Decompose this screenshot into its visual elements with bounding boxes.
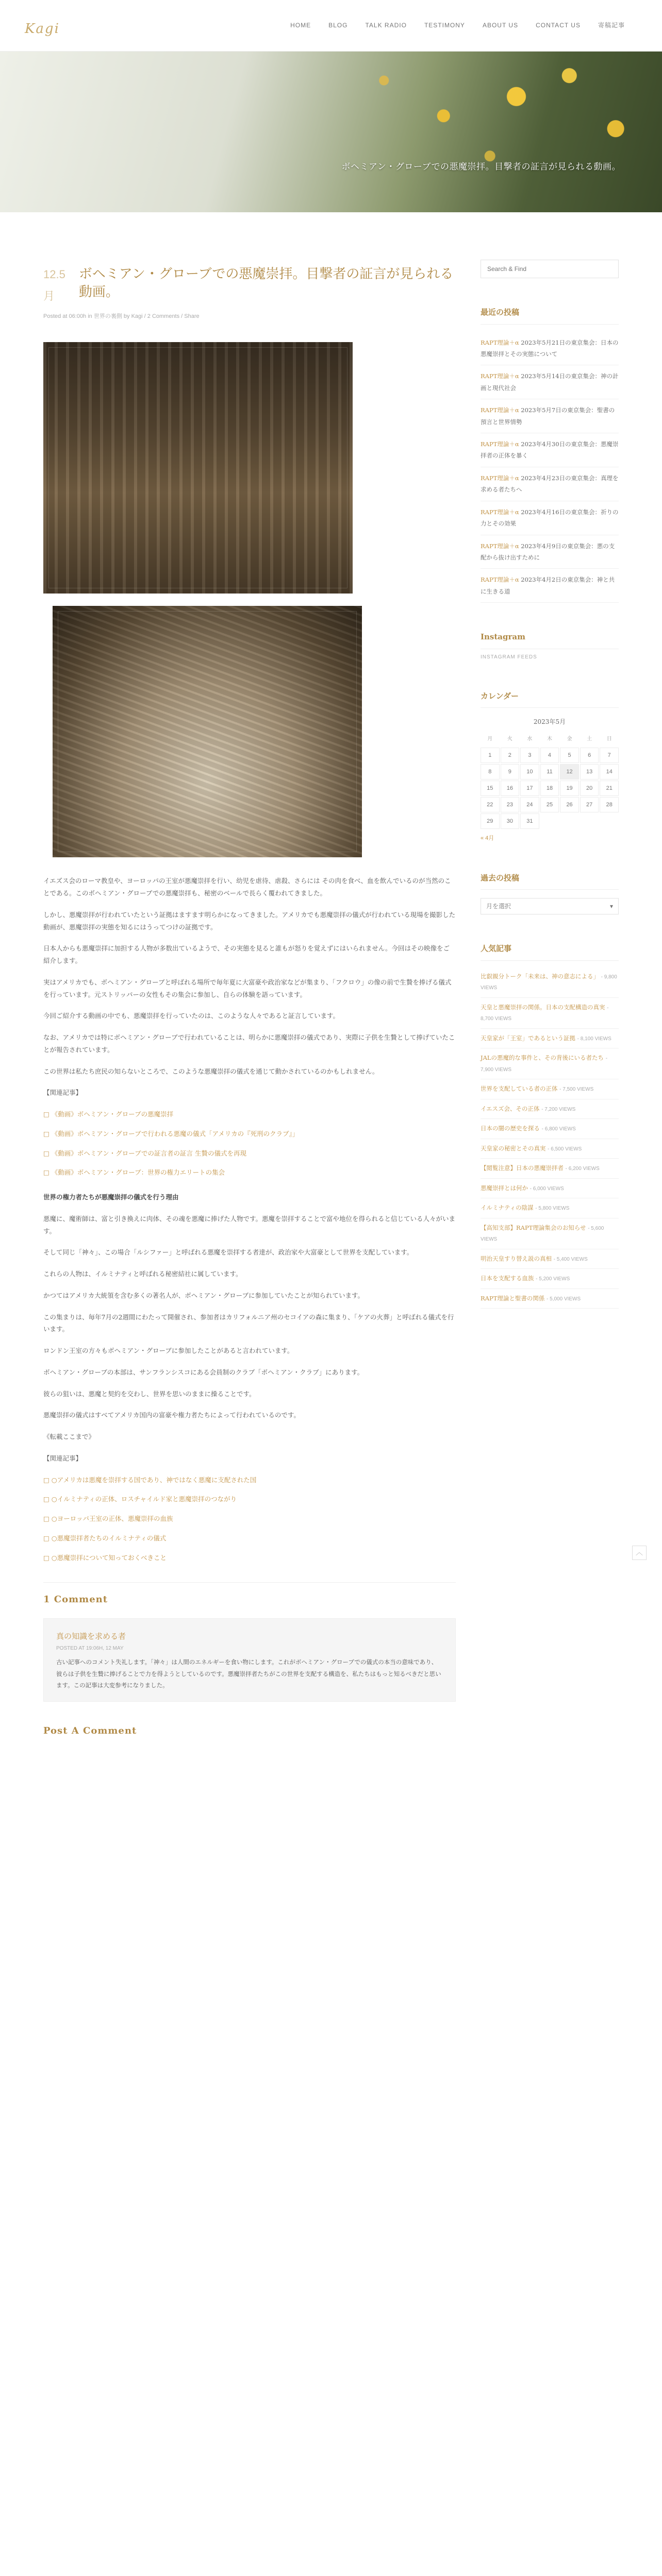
hero-banner: [0, 52, 662, 212]
popular-item[interactable]: [481, 1099, 619, 1120]
popular-item-views: - 6,000 VIEWS: [529, 1185, 564, 1192]
calendar-day[interactable]: 12: [560, 764, 579, 779]
calendar-day[interactable]: 21: [600, 781, 619, 796]
recent-post-item[interactable]: [481, 433, 619, 467]
popular-item-title[interactable]: 悪魔崇拝とは何か: [481, 1184, 528, 1192]
popular-item-views: - 5,000 VIEWS: [547, 1296, 581, 1302]
calendar-day[interactable]: 1: [481, 748, 500, 763]
post-paragraph: 実はアメリカでも、ボヘミアン・グローブと呼ばれる場所で毎年夏に大富豪や政治家などが集まり、「フクロウ」の像の前で生贄を捧げる儀式を行っています。元ストリッパーの女性もその集会に参加し、自らの体験を語っています。: [43, 978, 452, 998]
archive-title: 過去の投稿: [481, 871, 619, 890]
post-paragraph: 悪魔崇拝の儀式はすべてアメリカ国内の富豪や権力者たちによって行われているのです。: [43, 1411, 300, 1419]
recent-post-text[interactable]: 2023年5月7日の東京集会：聖書の預言と世界情勢: [481, 406, 615, 426]
popular-item-views: - 6,200 VIEWS: [565, 1166, 600, 1172]
post-photo-forest: [43, 342, 353, 594]
calendar-weekday: 水: [527, 736, 533, 742]
post-title-row: [43, 264, 456, 307]
recent-post-item[interactable]: [481, 467, 619, 501]
calendar-widget: [481, 716, 619, 844]
post-paragraph: これらの人物は、イルミナティと呼ばれる秘密結社に属しています。: [43, 1270, 242, 1278]
post-main: [43, 212, 456, 1740]
popular-item-title[interactable]: 明治天皇すり替え説の真相: [481, 1255, 552, 1262]
recent-post-text[interactable]: 2023年4月16日の東京集会：祈りの力とその効果: [481, 508, 619, 528]
related-intro: 【関連記事】: [43, 1089, 82, 1097]
post-meta: Posted at 06:00h in 世界の裏側 by Kagi / 2 Comments / Share: [43, 313, 200, 319]
popular-item[interactable]: [481, 1048, 619, 1079]
related-link[interactable]: □ 《動画》ボヘミアン・グローブ：世界の権力エリートの集会: [43, 1166, 456, 1179]
archive-select[interactable]: [481, 898, 619, 914]
recent-post-source[interactable]: RAPT理論＋α: [481, 576, 519, 584]
footer-related-link[interactable]: □ ○悪魔崇拝について知っておくべきこと: [43, 1552, 456, 1564]
content-container: [43, 212, 619, 2576]
popular-item[interactable]: [481, 1249, 619, 1269]
calendar-day[interactable]: 14: [600, 764, 619, 779]
post-body: [43, 875, 456, 1564]
popular-item[interactable]: [481, 1139, 619, 1159]
scroll-top-button[interactable]: [632, 1546, 647, 1560]
calendar-day[interactable]: 9: [501, 764, 520, 779]
nav-contact-us[interactable]: CONTACT US: [536, 22, 581, 29]
post-date: 12.5月: [43, 268, 65, 302]
popular-item-views: - 7,200 VIEWS: [541, 1106, 576, 1112]
calendar-day[interactable]: 6: [580, 748, 599, 763]
footer-related-link[interactable]: □ ○ヨーロッパ王室の正体、悪魔崇拝の血族: [43, 1513, 456, 1525]
calendar-day[interactable]: 26: [560, 797, 579, 812]
calendar-day[interactable]: 28: [600, 797, 619, 812]
comment-body: 古い記事へのコメント失礼します。「神々」は人間のエネルギーを食い物にします。これがボヘミアン・グローブでの儀式の本当の意味であり、彼らは子供を生贄に捧げることで力を得ようとしているのです。悪魔崇拝者たちがこの世界を支配する構造を、私たちはもっと知るべきだと思います。この記事は大変参考になりました。: [56, 1658, 441, 1689]
comments-heading: 1 Comment: [43, 1582, 456, 1608]
post-paragraph: この世界は私たち庶民の知らないところで、このような悪魔崇拝の儀式を通じて動かされているのかもしれません。: [43, 1067, 379, 1075]
post-paragraph: イエズス会のローマ教皇や、ヨーロッパの王室が悪魔崇拝を行い、幼児を虐待、虐殺、さらには その肉を食べ、血を飲んでいるのが当然のことである。このボヘミアン・グローブでの悪魔崇拝も、秘密のベールで長らく覆われてきました。: [43, 877, 451, 897]
popular-title: 人気記事: [481, 941, 619, 961]
hero-title: ボヘミアン・グローブでの悪魔崇拝。目撃者の証言が見られる動画。: [341, 162, 621, 172]
calendar-grid: [481, 731, 619, 829]
popular-item-views: - 7,500 VIEWS: [559, 1087, 594, 1093]
popular-item[interactable]: [481, 967, 619, 998]
nav-about-us[interactable]: ABOUT US: [482, 22, 519, 29]
related-list: [43, 1108, 456, 1179]
footer-related-intro: 【関連記事】: [43, 1454, 82, 1462]
calendar-day[interactable]: 5: [560, 748, 579, 763]
calendar-day[interactable]: 10: [520, 764, 539, 779]
recent-post-source[interactable]: RAPT理論＋α: [481, 406, 519, 414]
comment-item: [43, 1618, 456, 1702]
calendar-day[interactable]: 17: [520, 781, 539, 796]
calendar-weekday: 金: [567, 736, 572, 742]
nav-blog[interactable]: BLOG: [328, 22, 348, 29]
popular-item-views: - 5,800 VIEWS: [535, 1206, 570, 1212]
post-paragraph: 日本人からも悪魔崇拝に加担する人物が多数出ているようで、その実態を見ると誰もが怒りを覚えずにはいられません。今回はその映像をご紹介します。: [43, 944, 450, 965]
calendar-day[interactable]: 27: [580, 797, 599, 812]
recent-post-text[interactable]: 2023年5月21日の東京集会：日本の悪魔崇拝とその実態について: [481, 338, 619, 358]
calendar-day[interactable]: 2: [501, 748, 520, 763]
popular-item-views: - 6,500 VIEWS: [548, 1146, 582, 1152]
recent-post-item[interactable]: [481, 399, 619, 433]
popular-item-title[interactable]: 天皇と悪魔崇拝の関係。日本の支配構造の真実: [481, 1003, 605, 1011]
recent-post-item[interactable]: [481, 535, 619, 569]
recent-post-item[interactable]: [481, 569, 619, 603]
post-paragraph: かつてはアメリカ大統領を含む多くの著名人が、ボヘミアン・グローブに参加していたことが知られています。: [43, 1291, 365, 1299]
footer-related-link[interactable]: □ ○イルミナティの正体、ロスチャイルド家と悪魔崇拝のつながり: [43, 1493, 456, 1505]
closing-note: 《転載ここまで》: [43, 1433, 95, 1441]
search-widget: [481, 260, 619, 278]
calendar-day[interactable]: 4: [540, 748, 559, 763]
calendar-weekday: 木: [547, 736, 552, 742]
popular-item[interactable]: [481, 1218, 619, 1249]
post-title: ボヘミアン・グローブでの悪魔崇拝。目撃者の証言が見られる動画。: [78, 266, 454, 300]
popular-item[interactable]: [481, 1269, 619, 1289]
footer-related-link[interactable]: □ ○悪魔崇拝者たちのイルミナティの儀式: [43, 1532, 456, 1545]
calendar-day[interactable]: 24: [520, 797, 539, 812]
chevron-down-icon: ▾: [609, 903, 613, 910]
calendar-weekday: 月: [487, 736, 493, 742]
popular-item-views: - 8,100 VIEWS: [577, 1036, 611, 1042]
calendar-day[interactable]: 15: [481, 781, 500, 796]
calendar-weekday: 火: [507, 736, 512, 742]
popular-item[interactable]: [481, 1198, 619, 1218]
recent-post-item[interactable]: [481, 332, 619, 366]
popular-item[interactable]: [481, 998, 619, 1029]
archive-select-value: 月を選択: [486, 903, 511, 910]
site-header: [0, 0, 662, 52]
popular-item-title[interactable]: イエスズ会、その正体: [481, 1105, 540, 1112]
comment-time: POSTED AT 19:06H, 12 MAY: [56, 1646, 124, 1652]
calendar-prev-link[interactable]: « 4月: [481, 835, 494, 842]
recent-post-source[interactable]: RAPT理論＋α: [481, 474, 519, 482]
calendar-day[interactable]: 8: [481, 764, 500, 779]
footer-related-link[interactable]: □ ○アメリカは悪魔を崇拝する国であり、神ではなく悪魔に支配された国: [43, 1474, 456, 1486]
main-nav: [290, 20, 625, 31]
popular-item-title[interactable]: イルミナティの陰謀: [481, 1204, 534, 1212]
post-comment-heading: Post A Comment: [43, 1725, 137, 1737]
section-heading: 世界の権力者たちが悪魔崇拝の儀式を行う理由: [43, 1193, 179, 1201]
calendar-day[interactable]: 13: [580, 764, 599, 779]
recent-post-text[interactable]: 2023年4月30日の東京集会：悪魔崇拝者の正体を暴く: [481, 440, 619, 460]
popular-item-title[interactable]: 【高知支部】RAPT理論集会のお知らせ: [481, 1224, 586, 1231]
site-logo[interactable]: Kagi: [25, 21, 60, 37]
popular-item-title[interactable]: JALの悪魔的な事件と、その背後にいる者たち: [481, 1054, 604, 1062]
recent-post-source[interactable]: RAPT理論＋α: [481, 508, 519, 516]
popular-item[interactable]: [481, 1119, 619, 1139]
calendar-day[interactable]: 30: [501, 814, 520, 829]
popular-item[interactable]: [481, 1079, 619, 1099]
popular-item-views: - 5,200 VIEWS: [536, 1276, 570, 1282]
post-paragraph: 悪魔に、魔術師は、富と引き換えに肉体、その魂を悪魔に捧げた人物です。悪魔を崇拝することで富や地位を得られると信じている人々がいます。: [43, 1214, 456, 1235]
recent-post-source[interactable]: RAPT理論＋α: [481, 338, 519, 346]
popular-item-views: - 9,800 VIEWS: [481, 974, 617, 991]
post-paragraph: 今回ご紹介する動画の中でも、悪魔崇拝を行っていたのは、このような人々であると証言しています。: [43, 1012, 340, 1020]
popular-item-title[interactable]: RAPT理論と聖書の関係: [481, 1294, 545, 1302]
calendar-day[interactable]: 7: [600, 748, 619, 763]
calendar-weekday: 土: [587, 736, 592, 742]
popular-item[interactable]: [481, 1289, 619, 1309]
recent-posts-list: [481, 332, 619, 603]
popular-item-title[interactable]: 比叡親分トーク「未来は、神の意志による」: [481, 972, 599, 980]
comment-author[interactable]: 真の知識を求める者: [56, 1631, 126, 1641]
popular-item-views: - 5,600 VIEWS: [481, 1225, 604, 1243]
post-paragraph: 彼らの狙いは、悪魔と契約を交わし、世界を思いのままに操ることです。: [43, 1389, 256, 1398]
calendar-day[interactable]: 11: [540, 764, 559, 779]
calendar-weekday: 日: [606, 736, 612, 742]
popular-item-views: - 8,700 VIEWS: [481, 1005, 609, 1022]
recent-post-source[interactable]: RAPT理論＋α: [481, 542, 519, 550]
calendar-title: カレンダー: [481, 689, 619, 708]
popular-item-title[interactable]: 世界を支配している者の正体: [481, 1085, 558, 1093]
nav-contributions[interactable]: 寄稿記事: [598, 22, 625, 29]
instagram-feed-note: INSTAGRAM FEEDS: [481, 654, 537, 660]
post-paragraph: そして同じ「神々」、この場合「ルシファー」と呼ばれる悪魔を崇拝する者達が、政治家や大富豪として世界を支配しています。: [43, 1248, 413, 1257]
calendar-day[interactable]: 29: [481, 814, 500, 829]
recent-post-item[interactable]: [481, 365, 619, 399]
popular-item-views: - 5,400 VIEWS: [553, 1256, 588, 1262]
calendar-day[interactable]: 16: [501, 781, 520, 796]
sidebar: [481, 212, 619, 1309]
calendar-caption: 2023年5月: [533, 718, 566, 726]
calendar-day[interactable]: 23: [501, 797, 520, 812]
related-link[interactable]: □ 《動画》ボヘミアン・グローブでの証言者の証言 生贄の儀式を再現: [43, 1147, 456, 1160]
search-input[interactable]: [481, 260, 619, 278]
popular-item-title[interactable]: 日本の闇の歴史を探る: [481, 1125, 540, 1132]
popular-item[interactable]: [481, 1159, 619, 1179]
recent-posts-title: 最近の投稿: [481, 305, 619, 325]
recent-post-text[interactable]: 2023年4月23日の東京集会：真理を求める者たちへ: [481, 474, 619, 494]
related-link[interactable]: □ 《動画》ボヘミアン・グローブの悪魔崇拝: [43, 1108, 456, 1121]
nav-home[interactable]: HOME: [290, 22, 311, 29]
calendar-day[interactable]: 22: [481, 797, 500, 812]
popular-item-views: - 7,900 VIEWS: [481, 1056, 608, 1073]
recent-post-text[interactable]: 2023年4月9日の東京集会：悪の支配から抜け出すために: [481, 542, 615, 561]
related-link[interactable]: □ 《動画》ボヘミアン・グローブで行われる悪魔の儀式「アメリカの『死刑のクラブ』」: [43, 1128, 456, 1140]
recent-post-item[interactable]: [481, 501, 619, 535]
post-paragraph: ボヘミアン・グローブの本部は、サンフランシスコにある会員制のクラブ「ボヘミアン・クラブ」にあります。: [43, 1368, 364, 1376]
calendar-day[interactable]: 31: [520, 814, 539, 829]
calendar-day[interactable]: 18: [540, 781, 559, 796]
popular-list: [481, 967, 619, 1309]
recent-post-source[interactable]: RAPT理論＋α: [481, 372, 519, 380]
recent-post-text[interactable]: 2023年5月14日の東京集会：神の計画と現代社会: [481, 372, 619, 392]
nav-testimony[interactable]: TESTIMONY: [424, 22, 465, 29]
calendar-day[interactable]: 19: [560, 781, 579, 796]
calendar-day[interactable]: 3: [520, 748, 539, 763]
recent-post-text[interactable]: 2023年4月2日の東京集会：神と共に生きる道: [481, 576, 615, 595]
post-paragraph: この集まりは、毎年7月の2週間にわたって開催され、参加者はカリフォルニア州のセコイアの森に集まり、「ケアの火葬」と呼ばれる儀式を行います。: [43, 1313, 454, 1333]
calendar-day[interactable]: 25: [540, 797, 559, 812]
calendar-day[interactable]: 20: [580, 781, 599, 796]
popular-item-title[interactable]: 天皇家の秘密とその真実: [481, 1144, 546, 1152]
post-photo-gathering: [53, 606, 362, 857]
post-paragraph: しかし、悪魔崇拝が行われていたという証拠はますます明らかになってきました。アメリカでも悪魔崇拝の儀式が行われている現場を撮影した動画が、悪魔崇拝の実態を知るにはうってつけの証拠です。: [43, 910, 456, 931]
instagram-title: Instagram: [481, 630, 619, 649]
popular-item-title[interactable]: 天皇家が「王室」であるという証拠: [481, 1034, 575, 1042]
popular-item-title[interactable]: 日本を支配する血族: [481, 1275, 534, 1282]
popular-item[interactable]: [481, 1029, 619, 1049]
chevron-up-icon: ︿: [636, 1548, 643, 1557]
popular-item-views: - 6,800 VIEWS: [541, 1126, 576, 1132]
recent-post-source[interactable]: RAPT理論＋α: [481, 440, 519, 448]
footer-related-list: [43, 1474, 456, 1564]
nav-talk-radio[interactable]: TALK RADIO: [365, 22, 407, 29]
post-paragraph: なお、アメリカでは特にボヘミアン・グローブで行われていることは、明らかに悪魔崇拝の儀式であり、実際に子供を生贄として捧げていたことが報告されています。: [43, 1033, 455, 1054]
popular-item-title[interactable]: 【閲覧注意】日本の悪魔崇拝者: [481, 1164, 564, 1172]
popular-item[interactable]: [481, 1179, 619, 1199]
post-paragraph: ロンドン王室の方々もボヘミアン・グローブに参加したことがあると言われています。: [43, 1347, 294, 1355]
